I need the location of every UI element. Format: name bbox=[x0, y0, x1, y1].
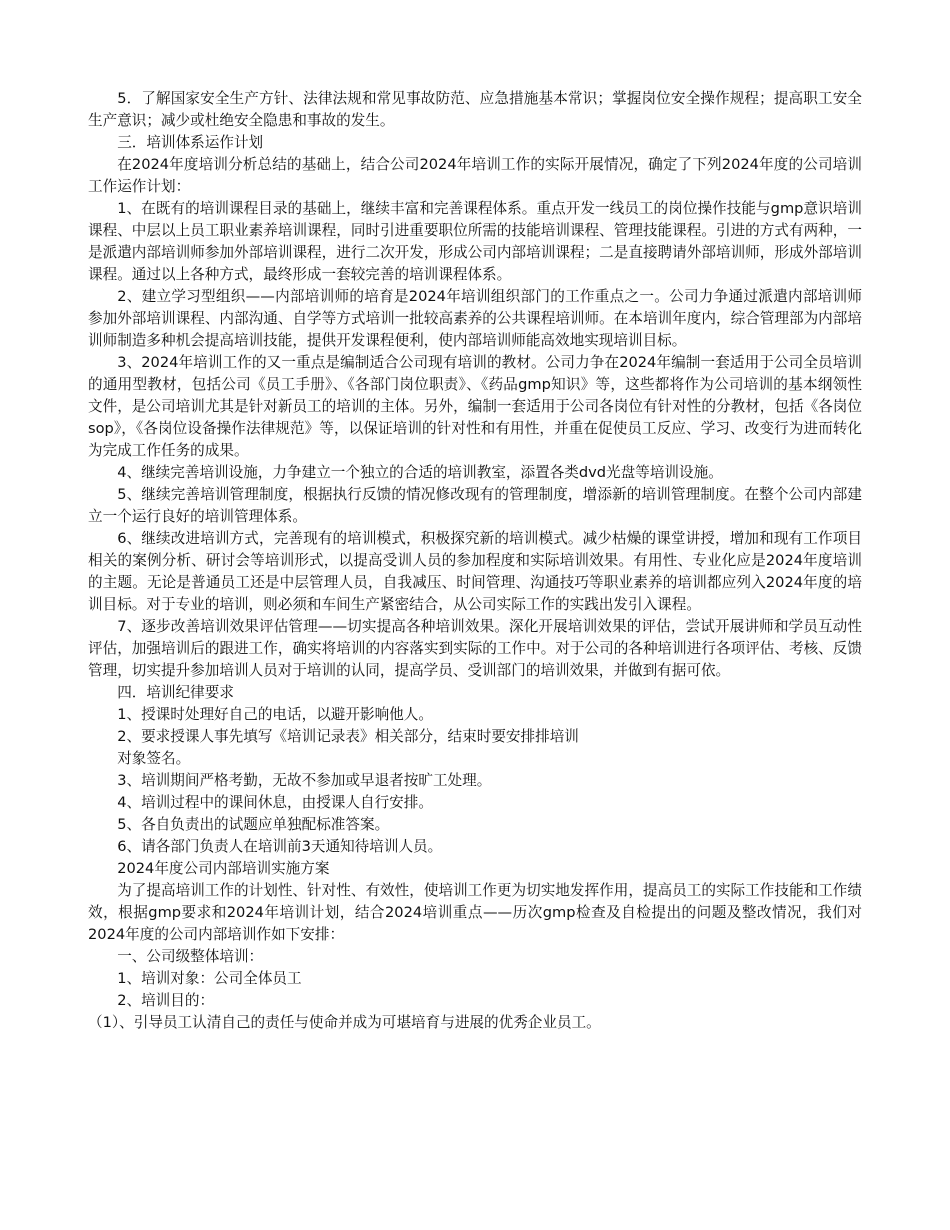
paragraph-purpose-1: （1）、引导员工认清自己的责任与使命并成为可堪培育与进展的优秀企业员工。 bbox=[88, 1014, 601, 1031]
paragraph-implementation-intro: 为了提高培训工作的计划性、针对性、有效性，使培训工作更为切实地发挥作用，提高员工的实际工作技能和工作绩效，根据gmp要求和2024年培训计划，结合2024培训重点——历次gmp检查及自检提出的问题及整改情况，我们对2024年度的公司内部培训作如下安排： bbox=[88, 882, 862, 943]
paragraph-plan-item-2: 2、建立学习型组织——内部培训师的培育是2024年培训组织部门的工作重点之一。公司力争通过派遣内部培训师参加外部培训课程、内部沟通、自学等方式培训一批较高素养的公共课程培训师。在本培训年度内，综合管理部为内部培训师制造多种机会提高培训技能，提供开发课程便利，使内部培训师能高效地实现培训目标。 bbox=[88, 288, 862, 349]
paragraph-plan-item-4: 4、继续完善培训设施，力争建立一个独立的合适的培训教室，添置各类dvd光盘等培训设施。 bbox=[117, 464, 723, 481]
paragraph-plan-item-1: 1、在既有的培训课程目录的基础上，继续丰富和完善课程体系。重点开发一线员工的岗位操作技能与gmp意识培训课程、中层以上员工职业素养培训课程，同时引进重要职位所需的技能培训课程、管理技能课程。引进的方式有两种，一是派遣内部培训师参加外部培训课程，进行二次开发，形成公司内部培训课程；二是直接聘请外部培训师，形成外部培训课程。通过以上各种方式，最终形成一套较完善的培训课程体系。 bbox=[88, 200, 862, 283]
paragraph-plan-item-3: 3、2024年培训工作的又一重点是编制适合公司现有培训的教材。公司力争在2024年编制一套适用于公司全员培训的通用型教材，包括公司《员工手册》、《各部门岗位职责》、《药品gmp知识》等，这些都将作为公司培训的基本纲领性文件，是公司培训尤其是针对新员工的培训的主体。另外，编制一套适用于公司各岗位有针对性的分教材，包括《各岗位sop》，《各岗位设备操作法律规范》等，以保证培训的针对性和有用性，并重在促使员工反应、学习、改变行为进而转化为完成工作任务的成果。 bbox=[88, 354, 862, 459]
heading-implementation-plan: 2024年度公司内部培训实施方案 bbox=[117, 860, 330, 877]
paragraph-discipline-5: 5、各自负责出的试题应单独配标准答案。 bbox=[117, 816, 390, 833]
paragraph-safety-knowledge: 5．了解国家安全生产方针、法律法规和常见事故防范、应急措施基本常识；掌握岗位安全操作规程；提高职工安全生产意识；减少或杜绝安全隐患和事故的发生。 bbox=[88, 90, 862, 129]
paragraph-discipline-2: 2、要求授课人事先填写《培训记录表》相关部分，结束时要安排排培训 bbox=[117, 728, 579, 745]
paragraph-intro-plan: 在2024年度培训分析总结的基础上，结合公司2024年培训工作的实际开展情况，确定了下列2024年度的公司培训工作运作计划： bbox=[88, 156, 862, 195]
heading-section-3: 三．培训体系运作计划 bbox=[117, 134, 264, 151]
paragraph-plan-item-5: 5、继续完善培训管理制度，根据执行反馈的情况修改现有的管理制度，增添新的培训管理制度。在整个公司内部建立一个运行良好的培训管理体系。 bbox=[88, 486, 862, 525]
paragraph-plan-item-6: 6、继续改进培训方式，完善现有的培训模式，积极探究新的培训模式。减少枯燥的课堂讲授，增加和现有工作项目相关的案例分析、研讨会等培训形式，以提高受训人员的参加程度和实际培训效果。有用性、专业化应是2024年度培训的主题。无论是普通员工还是中层管理人员，自我减压、时间管理、沟通技巧等职业素养的培训都应列入2024年度的培训目标。对于专业的培训，则必须和车间生产紧密结合，从公司实际工作的实践出发引入课程。 bbox=[88, 530, 862, 613]
paragraph-discipline-2-cont: 对象签名。 bbox=[117, 750, 191, 767]
paragraph-discipline-4: 4、培训过程中的课间休息，由授课人自行安排。 bbox=[117, 794, 433, 811]
paragraph-discipline-3: 3、培训期间严格考勤，无故不参加或早退者按旷工处理。 bbox=[117, 772, 492, 789]
heading-section-4: 四．培训纪律要求 bbox=[117, 684, 234, 701]
paragraph-discipline-6: 6、请各部门负责人在培训前3天通知待培训人员。 bbox=[117, 838, 443, 855]
paragraph-training-target: 1、培训对象：公司全体员工 bbox=[117, 970, 302, 987]
heading-company-level-training: 一、公司级整体培训： bbox=[117, 948, 264, 965]
paragraph-training-purpose: 2、培训目的： bbox=[117, 992, 215, 1009]
paragraph-discipline-1: 1、授课时处理好自己的电话，以避开影响他人。 bbox=[117, 706, 433, 723]
paragraph-plan-item-7: 7、逐步改善培训效果评估管理——切实提高各种培训效果。深化开展培训效果的评估，尝试开展讲师和学员互动性评估，加强培训后的跟进工作，确实将培训的内容落实到实际的工作中。对于公司的各种培训进行各项评估、考核、反馈管理，切实提升参加培训人员对于培训的认同，提高学员、受训部门的培训效果，并做到有据可依。 bbox=[88, 618, 862, 679]
